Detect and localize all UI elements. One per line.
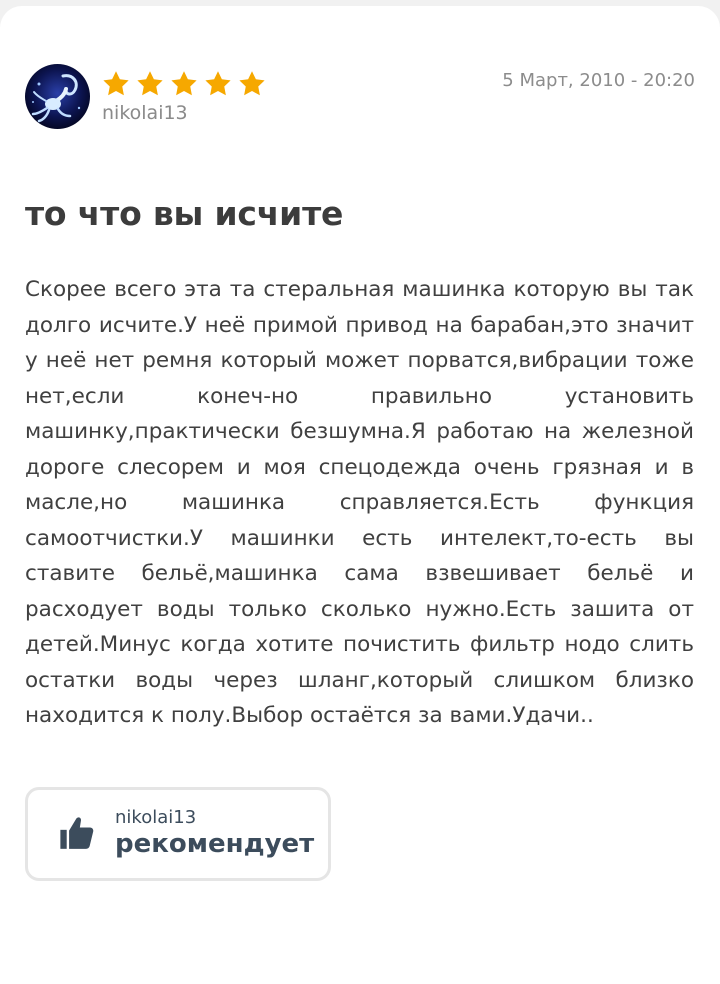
- review-date: 5 Март, 2010 - 20:20: [502, 70, 695, 91]
- star-rating: [101, 69, 267, 99]
- star-icon: [203, 69, 233, 99]
- star-icon: [135, 69, 165, 99]
- scorpion-avatar-icon: [25, 64, 90, 129]
- star-icon: [101, 69, 131, 99]
- star-icon: [169, 69, 199, 99]
- recommendation-badge: [25, 787, 331, 881]
- recommendation-label: рекомендует: [115, 829, 315, 859]
- author-username[interactable]: nikolai13: [102, 102, 188, 124]
- star-icon: [237, 69, 267, 99]
- review-title: то что вы исчите: [25, 194, 344, 233]
- review-body: Скорее всего эта та стеральная машинка которую вы так долго исчите.У неё примой привод на барабан,это значит у неё нет ремня который может порватся,вибрации тоже нет,если конеч-но правильно установить машинку,практически безшумна.Я работаю на железной дороге слесорем и моя спецодежда очень грязная и в масле,но машинка справляется.Есть функция самоотчистки.У машинки есть интелект,то-есть вы ставите бельё,машинка сама взвешивает бельё и расходует воды только сколько нужно.Есть зашита от детей.Минус когда хотите почистить фильтр нодо слить остатки воды через шланг,который слишком близко находится к полу.Выбор остаётся за вами.Удачи..: [25, 277, 694, 728]
- review-card: [0, 6, 720, 984]
- thumbs-up-icon: [58, 814, 96, 852]
- recommendation-user: nikolai13: [115, 807, 197, 828]
- author-avatar[interactable]: [25, 64, 90, 129]
